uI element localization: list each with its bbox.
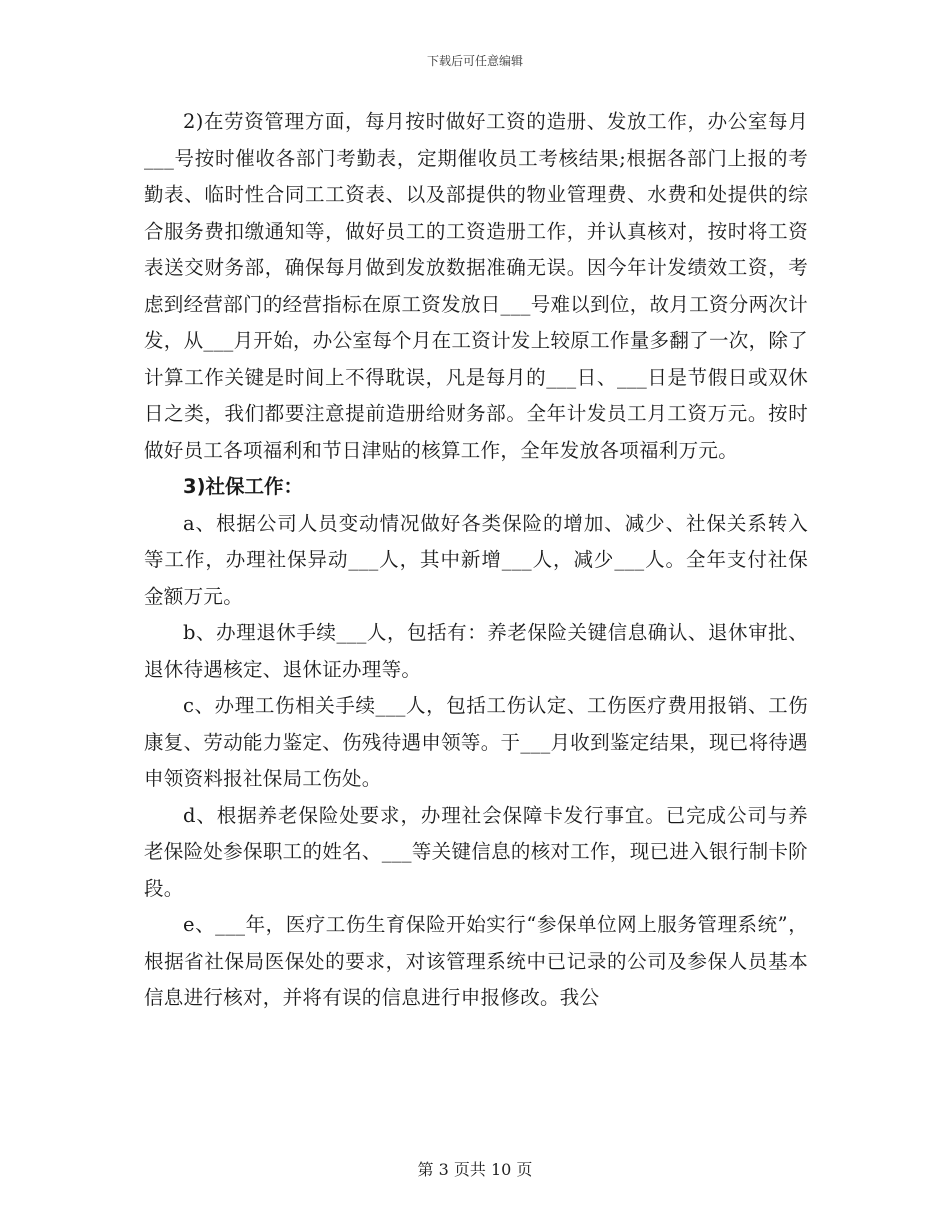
page-header-note: 下载后可任意编辑 (426, 54, 523, 68)
paragraph-item-c: c、办理工伤相关手续___人，包括工伤认定、工伤医疗费用报销、工伤康复、劳动能力鉴定、伤残待遇申领等。于___月收到鉴定结果，现已将待遇申领资料报社保局工伤处。 (144, 694, 808, 790)
document-body (144, 104, 808, 1017)
paragraph-item-b: b、办理退休手续___人，包括有：养老保险关键信息确认、退休审批、退休待遇核定、退休证办理等。 (144, 621, 808, 681)
paragraph-item-d: d、根据养老保险处要求，办理社会保障卡发行事宜。已完成公司与养老保险处参保职工的姓名、___等关键信息的核对工作，现已进入银行制卡阶段。 (144, 803, 808, 900)
paragraph-item-e: e、___年，医疗工伤生育保险开始实行“参保单位网上服务管理系统”，根据省社保局医保处的要求，对该管理系统中已记录的公司及参保人员基本信息进行核对，并将有误的信息进行申报修改。我公 (144, 913, 808, 1009)
paragraph-item-a: a、根据公司人员变动情况做好各类保险的增加、减少、社保关系转入等工作，办理社保异动___人，其中新增___人，减少___人。全年支付社保金额万元。 (144, 511, 808, 608)
section-heading-social-security: 3)社保工作： (183, 475, 303, 498)
page-number: 第 3 页共 10 页 (417, 1160, 533, 1179)
paragraph-labor-management: 2)在劳资管理方面，每月按时做好工资的造册、发放工作，办公室每月___号按时催收各部门考勤表，定期催收员工考核结果;根据各部门上报的考勤表、临时性合同工工资表、以及部提供的物业管理费、水费和处提供的综合服务费扣缴通知等，做好员工的工资造册工作，并认真核对，按时将工资表送交财务部，确保每月做到发放数据准确无误。因今年计发绩效工资，考虑到经营部门的经营指标在原工资发放日___号难以到位，故月工资分两次计发，从___月开始，办公室每个月在工资计发上较原工作量多翻了一次，除了计算工作关键是时间上不得耽误，凡是每月的___日、___日是节假日或双休日之类，我们都要注意提前造册给财务部。全年计发员工月工资万元。按时做好员工各项福利和节日津贴的核算工作，全年发放各项福利万元。 (144, 110, 808, 462)
